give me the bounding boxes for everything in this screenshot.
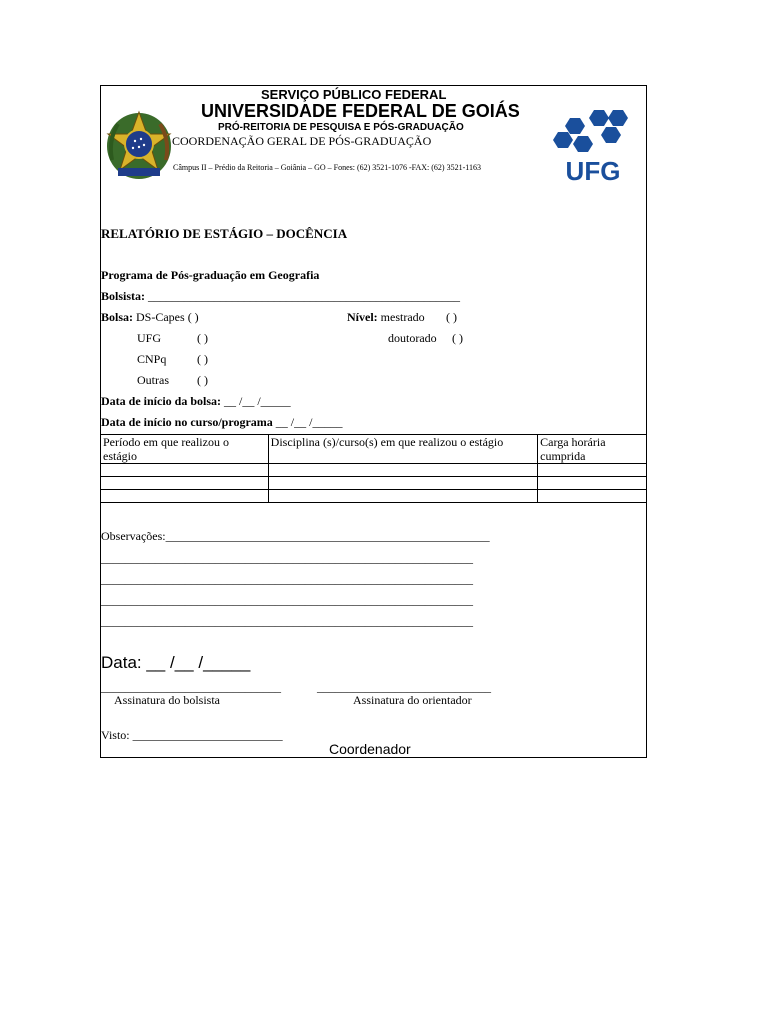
data-field[interactable]: Data: __ /__ /_____ <box>101 653 251 672</box>
table-row <box>101 464 647 477</box>
data-bolsa-field[interactable]: __ /__ /_____ <box>224 394 291 408</box>
bolsista-row <box>101 289 460 304</box>
ufg-logo-icon <box>550 108 636 184</box>
bolsa-option-checkbox[interactable]: ( ) <box>187 310 199 324</box>
brazil-coat-of-arms-icon <box>104 110 174 184</box>
header-line3: PRÓ-REITORIA DE PESQUISA E PÓS-GRADUAÇÃO <box>218 122 464 133</box>
bolsista-field[interactable]: ____________________________________________________ <box>148 289 461 303</box>
data-bolsa-label: Data de início da bolsa: <box>101 394 222 408</box>
nivel-option-name: doutorado <box>388 331 437 345</box>
signature-line-orientador[interactable]: _____________________________ <box>317 680 491 694</box>
data-bolsa-row <box>101 394 291 409</box>
table-header-row <box>101 435 647 464</box>
table-cell[interactable] <box>538 477 647 490</box>
university-name: UNIVERSIDADE FEDERAL DE GOIÁS <box>201 101 520 121</box>
visto-field[interactable]: _________________________ <box>132 728 283 742</box>
table-cell[interactable] <box>268 464 537 477</box>
table-header-periodo: Período em que realizou o estágio <box>101 435 269 464</box>
table-row <box>101 477 647 490</box>
bolsa-option-name: CNPq <box>137 352 167 366</box>
svg-text:UFG: UFG <box>565 156 621 184</box>
table-cell[interactable] <box>268 477 537 490</box>
visto-row <box>101 728 283 743</box>
table-header-carga: Carga horária cumprida <box>538 435 647 464</box>
header-address: Câmpus II – Prédio da Reitoria – Goiânia – GO – Fones: (62) 3521-1076 -FAX: (62) 3521-1163 <box>173 163 481 172</box>
table-cell[interactable] <box>101 490 269 503</box>
table-cell[interactable] <box>268 490 537 503</box>
table-row <box>101 490 647 503</box>
visto-label: Visto: <box>101 728 130 742</box>
bolsa-option-checkbox[interactable]: ( ) <box>197 352 208 366</box>
nivel-option-name: mestrado <box>380 310 425 324</box>
observacoes-line[interactable]: ______________________________________________________________ <box>101 551 473 565</box>
table-cell[interactable] <box>101 477 269 490</box>
table-cell[interactable] <box>538 464 647 477</box>
data-curso-row <box>101 415 342 430</box>
bolsa-option-name: DS-Capes <box>136 310 185 324</box>
table-cell[interactable] <box>101 464 269 477</box>
table-header-disciplina: Disciplina (s)/curso(s) em que realizou o estágio <box>268 435 537 464</box>
observacoes-field[interactable]: ______________________________________________________ <box>165 529 490 543</box>
estagio-table <box>100 434 647 503</box>
signature-orientador-label: Assinatura do orientador <box>353 693 472 707</box>
observacoes-line[interactable]: ______________________________________________________________ <box>101 593 473 607</box>
nivel-row-1 <box>347 310 425 325</box>
signature-line-bolsista[interactable]: ______________________________ <box>101 680 281 694</box>
data-curso-label: Data de início no curso/programa <box>101 415 273 429</box>
observacoes-line[interactable]: ______________________________________________________________ <box>101 572 473 586</box>
bolsa-option-checkbox[interactable]: ( ) <box>197 373 208 387</box>
observacoes-line[interactable]: ______________________________________________________________ <box>101 614 473 628</box>
nivel-option-checkbox[interactable]: ( ) <box>446 310 457 324</box>
signature-bolsista-label: Assinatura do bolsista <box>114 693 220 707</box>
bolsa-option-checkbox[interactable]: ( ) <box>197 331 208 345</box>
bolsista-label: Bolsista: <box>101 289 146 303</box>
bolsa-option-name: UFG <box>137 331 162 345</box>
table-cell[interactable] <box>538 490 647 503</box>
report-title: RELATÓRIO DE ESTÁGIO – DOCÊNCIA <box>101 226 348 241</box>
bolsa-label: Bolsa: <box>101 310 134 324</box>
observacoes-label: Observações: <box>101 529 166 543</box>
coordenador-label: Coordenador <box>329 741 411 757</box>
nivel-label: Nível: <box>347 310 378 324</box>
observacoes-row <box>101 529 490 544</box>
program-name: Programa de Pós-graduação em Geografia <box>101 268 320 282</box>
header-line1: SERVIÇO PÚBLICO FEDERAL <box>261 87 447 102</box>
bolsa-option-name: Outras <box>137 373 169 387</box>
header-line4: COORDENAÇÃO GERAL DE PÓS-GRADUAÇÃO <box>172 134 432 148</box>
data-curso-field[interactable]: __ /__ /_____ <box>275 415 343 429</box>
nivel-option-checkbox[interactable]: ( ) <box>452 331 463 345</box>
bolsa-row-1 <box>101 310 199 325</box>
